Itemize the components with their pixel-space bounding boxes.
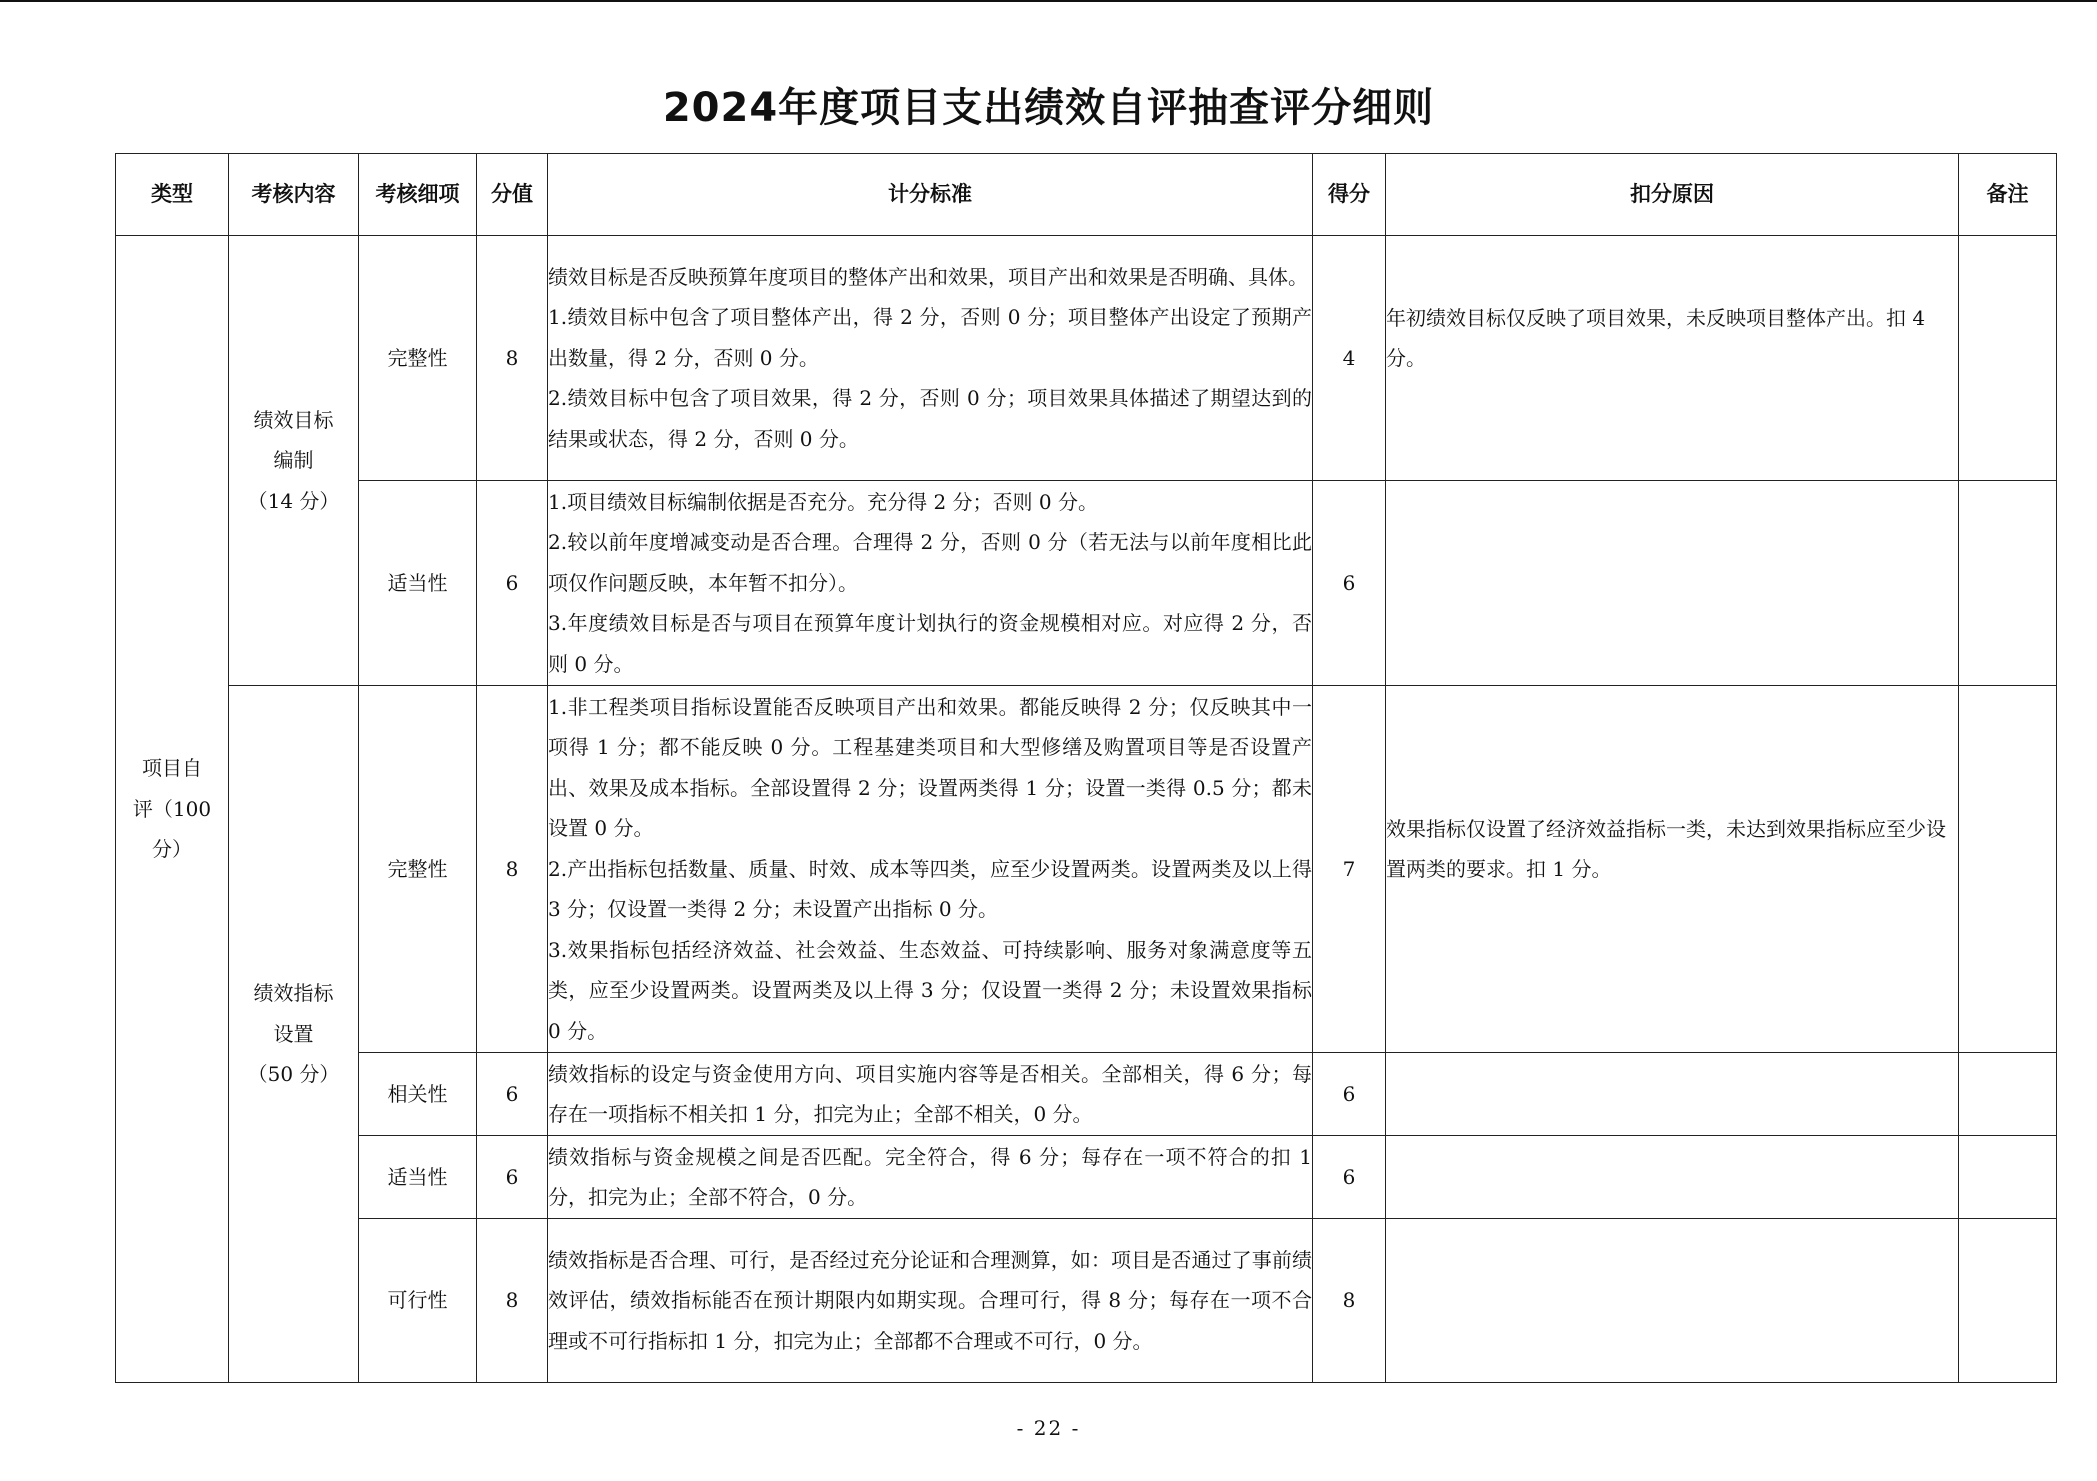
score-cell: 8 (1313, 1219, 1386, 1383)
content-group-line: （14 分） (247, 488, 340, 513)
table-row (116, 1136, 2057, 1219)
reason-cell (1386, 1219, 1959, 1383)
criteria-line: 绩效指标的设定与资金使用方向、项目实施内容等是否相关。全部相关，得 6 分；每存在一项指标不相关扣 1 分，扣完为止；全部不相关，0 分。 (548, 1061, 1312, 1126)
remark-cell (1959, 686, 2057, 1053)
scoring-table (115, 153, 2057, 1383)
type-cell (116, 236, 229, 1383)
points-cell: 6 (477, 1136, 548, 1219)
table-header-row (116, 154, 2057, 236)
reason-text: 年初绩效目标仅反映了项目效果，未反映项目整体产出。扣 4 分。 (1386, 305, 1926, 370)
criteria-cell (548, 1136, 1313, 1219)
header-type: 类型 (116, 154, 229, 236)
criteria-line: 1.绩效目标中包含了项目整体产出，得 2 分，否则 0 分；项目整体产出设定了预期产出数量，得 2 分，否则 0 分。 (548, 305, 1312, 370)
header-score: 得分 (1313, 154, 1386, 236)
table-row (116, 1053, 2057, 1136)
item-cell: 适当性 (359, 1136, 477, 1219)
page-number: - 22 - (1016, 1416, 1081, 1440)
item-cell: 可行性 (359, 1219, 477, 1383)
remark-cell (1959, 1053, 2057, 1136)
document-title: 2024年度项目支出绩效自评抽查评分细则 (662, 85, 1435, 131)
table-row (116, 1219, 2057, 1383)
remark-cell (1959, 1219, 2057, 1383)
criteria-line: 1.非工程类项目指标设置能否反映项目产出和效果。都能反映得 2 分；仅反映其中一项得 1 分；都不能反映 0 分。工程基建类项目和大型修缮及购置项目等是否设置产出、效果及成本指标。全部设置得 2 分；设置两类得 1 分；设置一类得 0.5 分；都未设置 0 分。 (548, 694, 1312, 841)
criteria-line: 2.较以前年度增减变动是否合理。合理得 2 分，否则 0 分（若无法与以前年度相比此项仅作问题反映，本年暂不扣分）。 (548, 530, 1312, 595)
score-cell: 6 (1313, 1053, 1386, 1136)
points-cell: 8 (477, 686, 548, 1053)
content-group-line: 设置 (273, 1021, 314, 1046)
content-group-line: 绩效目标 (253, 407, 334, 432)
criteria-line: 1.项目绩效目标编制依据是否充分。充分得 2 分；否则 0 分。 (548, 489, 1098, 514)
item-cell: 完整性 (359, 236, 477, 481)
reason-cell (1386, 236, 1959, 481)
criteria-cell (548, 236, 1313, 481)
points-cell: 6 (477, 1053, 548, 1136)
points-cell: 6 (477, 481, 548, 686)
top-border-line (0, 0, 2097, 2)
score-cell: 4 (1313, 236, 1386, 481)
header-remark: 备注 (1959, 154, 2057, 236)
content-group-line: 编制 (273, 448, 314, 473)
type-cell-line: 评（100 (132, 796, 212, 821)
criteria-line: 2.产出指标包括数量、质量、时效、成本等四类，应至少设置两类。设置两类及以上得 3 分；仅设置一类得 2 分；未设置产出指标 0 分。 (548, 856, 1312, 922)
header-reason: 扣分原因 (1386, 154, 1959, 236)
header-points: 分值 (477, 154, 548, 236)
score-cell: 6 (1313, 1136, 1386, 1219)
criteria-line: 绩效指标是否合理、可行，是否经过充分论证和合理测算，如：项目是否通过了事前绩效评估，绩效指标能否在预计期限内如期实现。合理可行，得 8 分；每存在一项不合理或不可行指标扣 1 分，扣完为止；全部都不合理或不可行，0 分。 (548, 1247, 1312, 1353)
header-criteria: 计分标准 (548, 154, 1313, 236)
table-row (116, 481, 2057, 686)
criteria-line: 2.绩效目标中包含了项目效果，得 2 分，否则 0 分；项目效果具体描述了期望达到的结果或状态，得 2 分，否则 0 分。 (548, 386, 1312, 451)
reason-cell (1386, 481, 1959, 686)
criteria-line: 3.年度绩效目标是否与项目在预算年度计划执行的资金规模相对应。对应得 2 分，否则 0 分。 (548, 611, 1312, 676)
criteria-cell (548, 686, 1313, 1053)
reason-cell (1386, 1136, 1959, 1219)
table-row (116, 686, 2057, 1053)
header-content: 考核内容 (229, 154, 359, 236)
item-cell: 适当性 (359, 481, 477, 686)
remark-cell (1959, 481, 2057, 686)
score-cell: 6 (1313, 481, 1386, 686)
criteria-cell (548, 1053, 1313, 1136)
criteria-line: 绩效目标是否反映预算年度项目的整体产出和效果，项目产出和效果是否明确、具体。 (548, 264, 1308, 289)
item-cell: 完整性 (359, 686, 477, 1053)
content-group-line: 绩效指标 (253, 981, 334, 1006)
reason-text: 效果指标仅设置了经济效益指标一类，未达到效果指标应至少设置两类的要求。扣 1 分。 (1386, 816, 1946, 881)
table-row (116, 236, 2057, 481)
points-cell: 8 (477, 236, 548, 481)
score-cell: 7 (1313, 686, 1386, 1053)
criteria-cell (548, 481, 1313, 686)
item-cell: 相关性 (359, 1053, 477, 1136)
type-cell-line: 项目自 (142, 756, 202, 781)
content-group-cell (229, 686, 359, 1383)
remark-cell (1959, 236, 2057, 481)
type-cell-line: 分） (152, 837, 192, 862)
content-group-cell (229, 236, 359, 686)
content-group-line: （50 分） (247, 1062, 340, 1087)
remark-cell (1959, 1136, 2057, 1219)
criteria-line: 3.效果指标包括经济效益、社会效益、生态效益、可持续影响、服务对象满意度等五类，应至少设置两类。设置两类及以上得 3 分；仅设置一类得 2 分；未设置效果指标 0 分。 (548, 937, 1312, 1043)
reason-cell (1386, 1053, 1959, 1136)
criteria-cell (548, 1219, 1313, 1383)
points-cell: 8 (477, 1219, 548, 1383)
header-item: 考核细项 (359, 154, 477, 236)
criteria-line: 绩效指标与资金规模之间是否匹配。完全符合，得 6 分；每存在一项不符合的扣 1 分，扣完为止；全部不符合，0 分。 (548, 1144, 1312, 1209)
reason-cell (1386, 686, 1959, 1053)
